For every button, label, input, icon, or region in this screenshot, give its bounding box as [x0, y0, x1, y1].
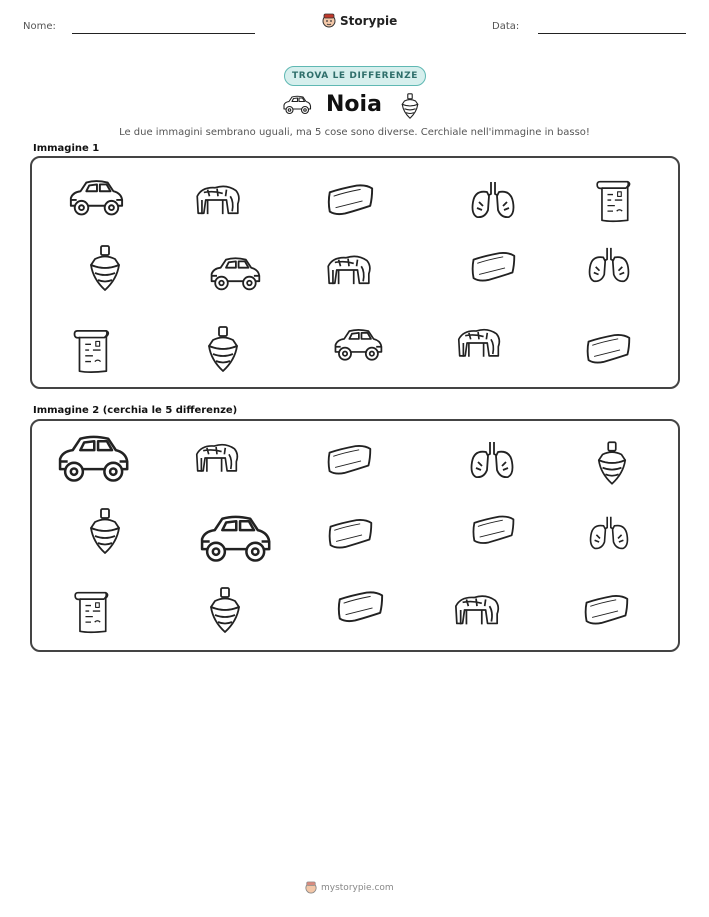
- footer: [305, 881, 394, 894]
- pillow-icon: [468, 249, 518, 285]
- spinning-top-icon[interactable]: [207, 587, 243, 633]
- image2-label: Immagine 2 (cerchia le 5 differenze): [33, 405, 238, 416]
- storypie-mascot-icon: [322, 13, 336, 28]
- page-title: Noia: [326, 92, 382, 117]
- shelter-icon: [194, 183, 242, 217]
- car-icon: [281, 95, 313, 119]
- spinning-top-icon[interactable]: [595, 441, 629, 485]
- scroll-icon[interactable]: [71, 589, 111, 635]
- find-differences-badge: TROVA LE DIFFERENZE: [284, 66, 426, 86]
- brand-name: Storypie: [340, 13, 398, 28]
- car-icon: [332, 327, 384, 363]
- spinning-top-icon: [400, 93, 420, 123]
- shelter-icon: [456, 326, 502, 360]
- pillow-icon[interactable]: [469, 513, 517, 547]
- car-icon[interactable]: [197, 512, 273, 566]
- pillow-icon[interactable]: [581, 592, 631, 628]
- footer-url: mystorypie.com: [321, 882, 394, 893]
- storypie-mascot-icon: [305, 881, 317, 894]
- spinning-top-icon[interactable]: [87, 508, 123, 554]
- date-field-line[interactable]: [538, 33, 686, 34]
- spinning-top-icon: [87, 245, 123, 291]
- lungs-icon: [586, 246, 632, 284]
- brand-logo: [322, 13, 397, 28]
- image1-label: Immagine 1: [33, 143, 100, 154]
- scroll-icon: [594, 178, 632, 224]
- car-icon[interactable]: [55, 433, 131, 485]
- name-field-line[interactable]: [72, 33, 255, 34]
- shelter-icon[interactable]: [453, 592, 501, 628]
- lungs-icon: [468, 180, 518, 220]
- car-icon: [208, 256, 262, 292]
- shelter-icon: [325, 253, 373, 287]
- instructions-text: Le due immagini sembrano uguali, ma 5 cose sono diverse. Cerchiale nell'immagine in basso!: [119, 127, 590, 138]
- lungs-icon[interactable]: [586, 515, 632, 551]
- shelter-icon[interactable]: [194, 441, 240, 475]
- pillow-icon: [583, 331, 633, 367]
- pillow-icon: [324, 181, 376, 219]
- pillow-icon[interactable]: [324, 442, 374, 478]
- pillow-icon[interactable]: [334, 589, 386, 625]
- pillow-icon[interactable]: [325, 516, 375, 552]
- scroll-icon: [71, 327, 111, 375]
- spinning-top-icon: [205, 326, 241, 372]
- name-label: Nome:: [23, 21, 56, 32]
- date-label: Data:: [492, 21, 520, 32]
- lungs-icon[interactable]: [466, 440, 518, 480]
- car-icon: [67, 178, 125, 218]
